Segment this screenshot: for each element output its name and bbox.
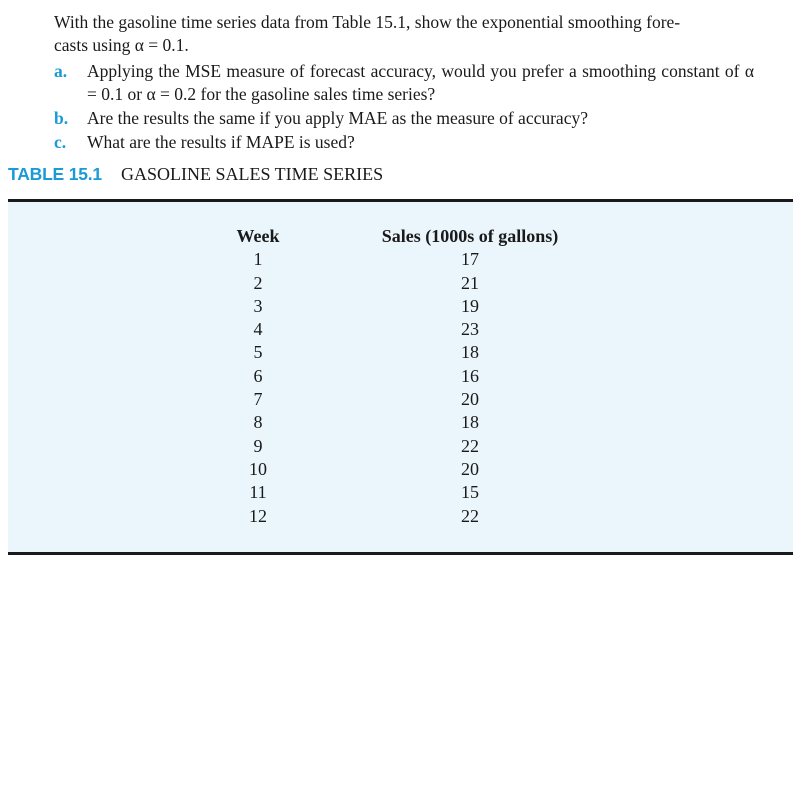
question-list <box>54 60 754 155</box>
week-cell: 8 <box>253 412 263 433</box>
intro-line-2: casts using α = 0.1. <box>54 35 189 55</box>
week-cell: 4 <box>253 319 263 340</box>
sales-cell: 20 <box>461 458 479 479</box>
sales-cell: 20 <box>461 389 479 410</box>
question-a-text: Applying the MSE measure of forecast accuracy, would you prefer a smoothing constant of α = 0.1 or α = 0.2 for the gasoline sales time series? <box>87 61 754 104</box>
week-cell: 3 <box>253 295 263 316</box>
sales-cell: 18 <box>461 342 479 363</box>
data-table <box>8 199 793 555</box>
week-cell: 9 <box>253 435 263 456</box>
sales-cell: 21 <box>461 272 479 293</box>
week-cell: 2 <box>253 272 263 293</box>
sales-cell: 17 <box>461 249 479 270</box>
sales-cell: 16 <box>461 365 479 386</box>
week-cell: 11 <box>249 482 267 503</box>
sales-cell: 18 <box>461 412 479 433</box>
sales-cell: 22 <box>461 435 479 456</box>
week-column-header: Week <box>236 226 280 246</box>
week-column <box>226 225 290 528</box>
sales-cell: 19 <box>461 295 479 316</box>
sales-cell: 22 <box>461 505 479 526</box>
question-a-letter: a. <box>54 61 68 81</box>
week-cell: 10 <box>249 458 267 479</box>
week-cell: 6 <box>253 365 263 386</box>
question-c <box>54 131 754 154</box>
sales-column <box>370 225 570 528</box>
table-caption <box>8 164 383 185</box>
table-title: GASOLINE SALES TIME SERIES <box>120 164 384 184</box>
problem-intro <box>54 11 754 57</box>
question-b-letter: b. <box>54 108 69 128</box>
question-c-text: What are the results if MAPE is used? <box>87 132 355 152</box>
week-cell: 1 <box>253 249 263 270</box>
sales-cell: 23 <box>461 319 479 340</box>
question-c-letter: c. <box>54 132 67 152</box>
intro-line-1: With the gasoline time series data from Table 15.1, show the exponential smoothing fore- <box>54 12 681 32</box>
table-label: TABLE 15.1 <box>8 164 102 184</box>
week-cell: 12 <box>249 505 267 526</box>
week-cell: 7 <box>253 389 263 410</box>
sales-column-header: Sales (1000s of gallons) <box>381 226 559 246</box>
question-a <box>54 60 754 106</box>
sales-cell: 15 <box>461 482 479 503</box>
week-cell: 5 <box>253 342 263 363</box>
question-b-text: Are the results the same if you apply MAE as the measure of accuracy? <box>87 108 588 128</box>
question-b <box>54 107 754 130</box>
